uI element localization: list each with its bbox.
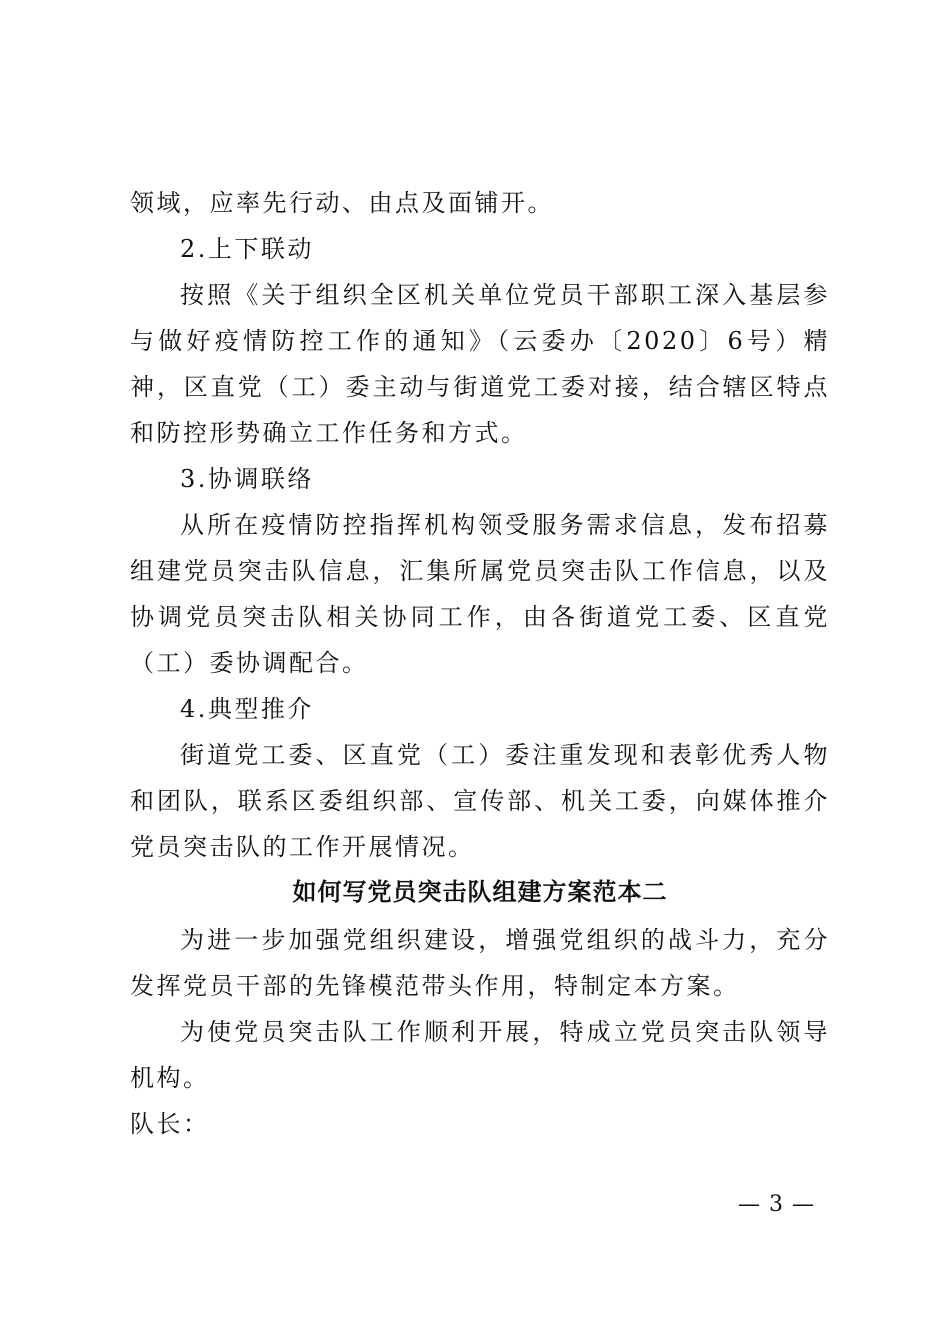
paragraph-coordination: 从所在疫情防控指挥机构领受服务需求信息，发布招募组建党员突击队信息，汇集所属党员突击队工作信息，以及协调党员突击队相关协同工作，由各街道党工委、区直党（工）委协调配合。 (130, 511, 830, 677)
section-title: 如何写党员突击队组建方案范本二 (292, 877, 668, 906)
page-number: — 3 — (738, 1192, 815, 1217)
heading-coordination: 3.协调联络 (180, 465, 314, 493)
paragraph-purpose: 为进一步加强党组织建设，增强党组织的战斗力，充分发挥党员干部的先锋模范带头作用，特制定本方案。 (130, 926, 830, 1000)
heading-linkage: 2.上下联动 (180, 235, 314, 263)
heading-promotion: 4.典型推介 (180, 695, 314, 723)
paragraph-leadership: 为使党员突击队工作顺利开展，特成立党员突击队领导机构。 (130, 1018, 830, 1092)
paragraph-promotion: 街道党工委、区直党（工）委注重发现和表彰优秀人物和团队，联系区委组织部、宣传部、机关工委，向媒体推介党员突击队的工作开展情况。 (130, 741, 830, 861)
paragraph-captain: 队长： (130, 1110, 210, 1138)
paragraph-linkage: 按照《关于组织全区机关单位党员干部职工深入基层参与做好疫情防控工作的通知》（云委办〔2020〕6号）精神，区直党（工）委主动与街道党工委对接，结合辖区特点和防控形势确立工作任务和方式。 (130, 281, 830, 447)
paragraph-continuation: 领域，应率先行动、由点及面铺开。 (130, 189, 554, 217)
